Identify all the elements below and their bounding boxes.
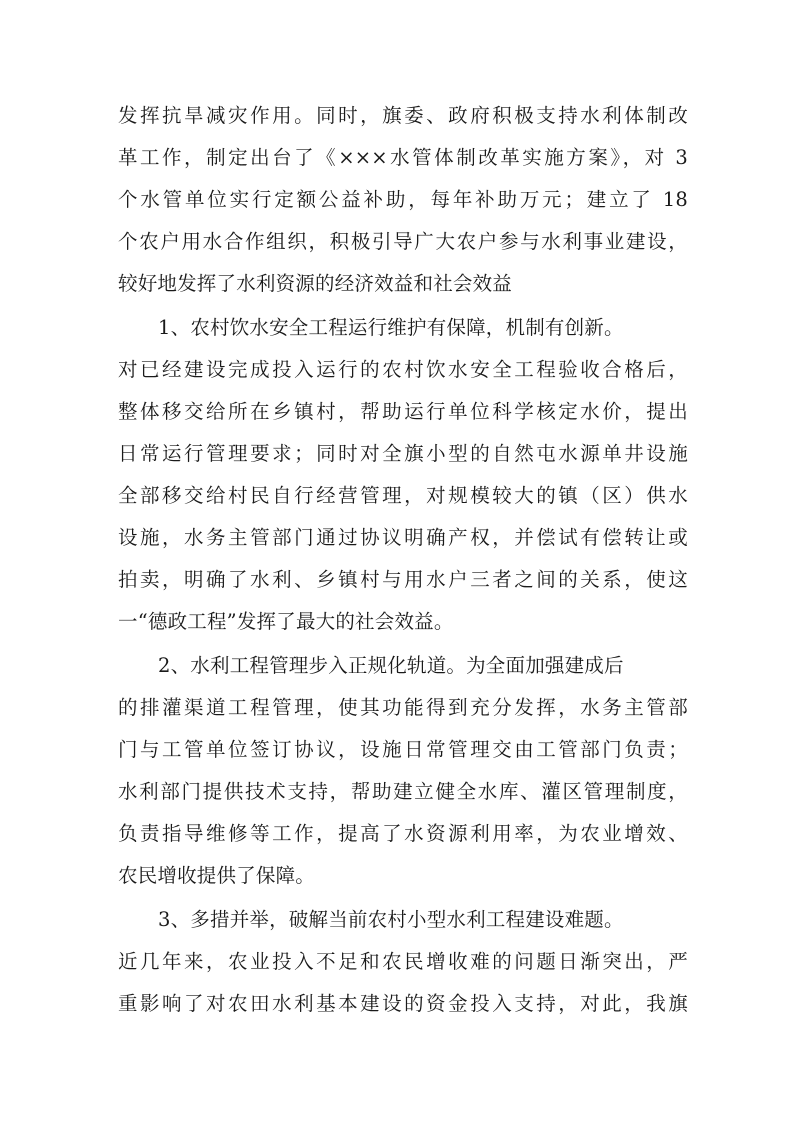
paragraph-line: 对已经建设完成投入运行的农村饮水安全工程验收合格后， [118, 358, 688, 381]
section-heading-3: 3、多措并举，破解当前农村小型水利工程建设难题。 [158, 908, 624, 931]
paragraph-line: 农民增收提供了保障。 [118, 864, 316, 887]
paragraph-line: 个农户用水合作组织，积极引导广大农户参与水利事业建设， [118, 230, 688, 253]
paragraph-line: 个水管单位实行定额公益补助，每年补助万元；建立了 18 [118, 188, 688, 211]
paragraph-line: 日常运行管理要求；同时对全旗小型的自然屯水源单井设施 [118, 442, 688, 465]
paragraph-line: 拍卖，明确了水利、乡镇村与用水户三者之间的关系，使这 [118, 568, 688, 591]
paragraph-line: 设施，水务主管部门通过协议明确产权，并偿试有偿转让或 [118, 526, 688, 549]
section-heading-2: 2、水利工程管理步入正规化轨道。为全面加强建成后 [158, 654, 624, 677]
paragraph-line: 门与工管单位签订协议，设施日常管理交由工管部门负责； [118, 738, 688, 761]
paragraph-line: 水利部门提供技术支持，帮助建立健全水库、灌区管理制度， [118, 780, 688, 803]
paragraph-line: 一“德政工程”发挥了最大的社会效益。 [118, 610, 454, 633]
paragraph-line: 整体移交给所在乡镇村，帮助运行单位科学核定水价，提出 [118, 400, 688, 423]
paragraph-line: 全部移交给村民自行经营管理，对规模较大的镇（区）供水 [118, 484, 688, 507]
section-heading-1: 1、农村饮水安全工程运行维护有保障，机制有创新。 [158, 316, 624, 339]
paragraph-line: 发挥抗旱减灾作用。同时，旗委、政府积极支持水利体制改 [118, 104, 688, 127]
paragraph-line: 较好地发挥了水利资源的经济效益和社会效益 [118, 272, 513, 295]
paragraph-line: 负责指导维修等工作，提高了水资源利用率，为农业增效、 [118, 822, 688, 845]
paragraph-line: 近几年来，农业投入不足和农民增收难的问题日渐突出，严 [118, 950, 688, 973]
paragraph-line: 革工作，制定出台了《×××水管体制改革实施方案》，对 3 [118, 146, 688, 169]
paragraph-line: 的排灌渠道工程管理，使其功能得到充分发挥，水务主管部 [118, 696, 688, 719]
paragraph-line: 重影响了对农田水利基本建设的资金投入支持，对此，我旗 [118, 992, 688, 1015]
